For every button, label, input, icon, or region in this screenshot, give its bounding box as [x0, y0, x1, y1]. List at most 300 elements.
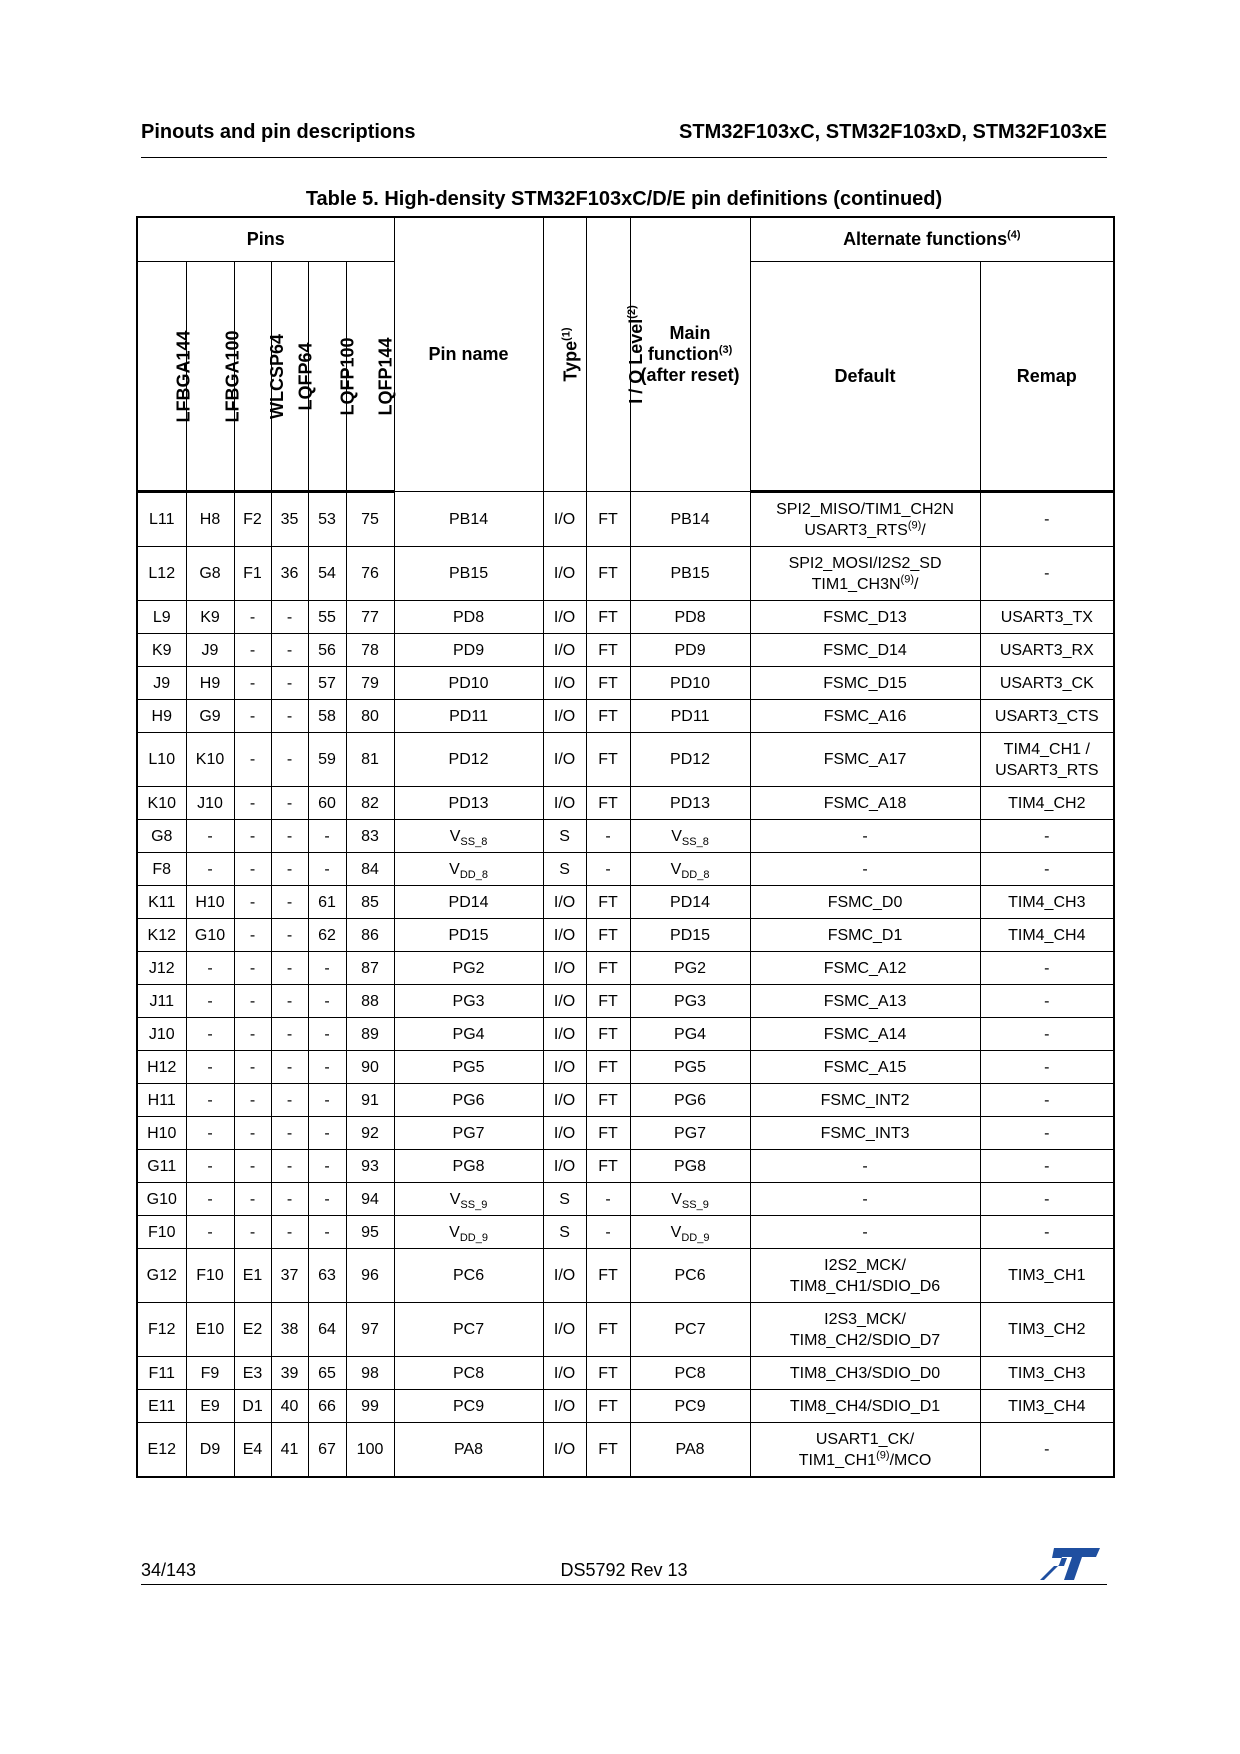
remap-function-cell: TIM4_CH4 [980, 919, 1114, 952]
package-pin-cell: 93 [346, 1150, 394, 1183]
package-pin-cell: - [186, 952, 234, 985]
package-pin-cell: 91 [346, 1084, 394, 1117]
io-level-cell: FT [586, 1303, 630, 1357]
page-header [141, 121, 1107, 158]
package-pin-cell: - [186, 1084, 234, 1117]
io-level-cell: FT [586, 1051, 630, 1084]
package-pin-cell: - [186, 1183, 234, 1216]
table-row [137, 733, 1114, 787]
package-pin-cell: J11 [137, 985, 186, 1018]
package-pin-cell: - [186, 853, 234, 886]
wlcsp64-header: WLCSP64 [234, 262, 271, 492]
package-pin-cell: 56 [308, 634, 346, 667]
table-body [137, 492, 1114, 1478]
remap-function-cell: - [980, 985, 1114, 1018]
section-title: Pinouts and pin descriptions [141, 121, 416, 143]
remap-function-cell: - [980, 1018, 1114, 1051]
pin-name-cell: PG4 [394, 1018, 543, 1051]
pin-name-cell: PD10 [394, 667, 543, 700]
remap-function-cell: - [980, 1216, 1114, 1249]
lqfp64-header: LQFP64 [271, 262, 308, 492]
package-pin-cell: G10 [186, 919, 234, 952]
package-pin-cell: 86 [346, 919, 394, 952]
package-pin-cell: - [308, 1084, 346, 1117]
package-pin-cell: F12 [137, 1303, 186, 1357]
package-pin-cell: - [308, 853, 346, 886]
table-row [137, 1084, 1114, 1117]
package-pin-cell: G10 [137, 1183, 186, 1216]
table-row [137, 1117, 1114, 1150]
package-pin-cell: 58 [308, 700, 346, 733]
package-pin-cell: L10 [137, 733, 186, 787]
remap-function-cell: - [980, 547, 1114, 601]
package-pin-cell: 97 [346, 1303, 394, 1357]
package-pin-cell: - [271, 1183, 308, 1216]
package-pin-cell: - [234, 1051, 271, 1084]
pin-name-cell: PG2 [394, 952, 543, 985]
package-pin-cell: E11 [137, 1390, 186, 1423]
type-cell: I/O [543, 886, 586, 919]
type-cell: I/O [543, 700, 586, 733]
package-pin-cell: 36 [271, 547, 308, 601]
package-pin-cell: E4 [234, 1423, 271, 1478]
io-level-cell: FT [586, 547, 630, 601]
package-pin-cell: 67 [308, 1423, 346, 1478]
io-level-header: I / O Level$^{(2)}$ [586, 217, 630, 492]
type-cell: I/O [543, 787, 586, 820]
table-row [137, 787, 1114, 820]
pin-name-cell: PD8 [394, 601, 543, 634]
lqfp100-header: LQFP100 [308, 262, 346, 492]
type-cell: I/O [543, 1051, 586, 1084]
main-function-cell: PG7 [630, 1117, 750, 1150]
io-level-cell: - [586, 1183, 630, 1216]
table-row [137, 492, 1114, 547]
table-row [137, 820, 1114, 853]
package-pin-cell: J10 [137, 1018, 186, 1051]
package-pin-cell: F10 [186, 1249, 234, 1303]
remap-function-cell: - [980, 1051, 1114, 1084]
default-function-cell: - [750, 1150, 980, 1183]
package-pin-cell: 88 [346, 985, 394, 1018]
pin-name-cell: PG5 [394, 1051, 543, 1084]
table-row [137, 1150, 1114, 1183]
package-pin-cell: - [271, 1018, 308, 1051]
package-pin-cell: D9 [186, 1423, 234, 1478]
package-pin-cell: K9 [186, 601, 234, 634]
pin-name-cell: PG3 [394, 985, 543, 1018]
package-pin-cell: 85 [346, 886, 394, 919]
package-pin-cell: G8 [186, 547, 234, 601]
package-pin-cell: - [308, 952, 346, 985]
package-pin-cell: 76 [346, 547, 394, 601]
package-pin-cell: 54 [308, 547, 346, 601]
io-level-cell: FT [586, 1390, 630, 1423]
package-pin-cell: - [271, 1216, 308, 1249]
package-pin-cell: F8 [137, 853, 186, 886]
main-function-cell: PG4 [630, 1018, 750, 1051]
package-pin-cell: - [271, 787, 308, 820]
package-pin-cell: E9 [186, 1390, 234, 1423]
package-pin-cell: - [271, 1150, 308, 1183]
table-row [137, 952, 1114, 985]
main-function-cell: PC9 [630, 1390, 750, 1423]
package-pin-cell: G12 [137, 1249, 186, 1303]
package-pin-cell: 65 [308, 1357, 346, 1390]
page-footer [141, 1560, 1107, 1585]
io-level-cell: FT [586, 667, 630, 700]
table-row [137, 853, 1114, 886]
table-row [137, 667, 1114, 700]
pin-name-cell: PG8 [394, 1150, 543, 1183]
package-pin-cell: 99 [346, 1390, 394, 1423]
package-pin-cell: K9 [137, 634, 186, 667]
remap-function-cell: - [980, 1150, 1114, 1183]
page-number: 34/143 [141, 1560, 197, 1580]
io-level-cell: FT [586, 1150, 630, 1183]
pin-name-cell: PC6 [394, 1249, 543, 1303]
package-pin-cell: 81 [346, 733, 394, 787]
package-pin-cell: F11 [137, 1357, 186, 1390]
type-cell: I/O [543, 733, 586, 787]
package-pin-cell: 38 [271, 1303, 308, 1357]
package-pin-cell: 40 [271, 1390, 308, 1423]
io-level-cell: FT [586, 733, 630, 787]
pin-name-cell: PA8 [394, 1423, 543, 1478]
package-pin-cell: 60 [308, 787, 346, 820]
type-cell: I/O [543, 1357, 586, 1390]
pin-name-cell: $V_{DD\_8}$ [394, 853, 543, 886]
st-logo-icon [1040, 1546, 1102, 1582]
table-row [137, 700, 1114, 733]
main-function-header: Main function$^{(3)}$ (after reset) [630, 217, 750, 492]
package-pin-cell: - [271, 601, 308, 634]
package-pin-cell: 41 [271, 1423, 308, 1478]
package-pin-cell: - [271, 1084, 308, 1117]
package-pin-cell: J9 [186, 634, 234, 667]
table-row [137, 1051, 1114, 1084]
package-pin-cell: G9 [186, 700, 234, 733]
type-cell: I/O [543, 492, 586, 547]
table-caption: Table 5. High-density STM32F103xC/D/E pin definitions (continued) [305, 188, 943, 210]
package-pin-cell: - [234, 667, 271, 700]
remap-function-cell: TIM3_CH2 [980, 1303, 1114, 1357]
package-pin-cell: H12 [137, 1051, 186, 1084]
default-function-cell: SPI2_MISO/TIM1_CH2N USART3_RTS$^{(9)}$/ [750, 492, 980, 547]
package-pin-cell: - [271, 952, 308, 985]
io-level-cell: FT [586, 1018, 630, 1051]
table-row [137, 1357, 1114, 1390]
package-pin-cell: H11 [137, 1084, 186, 1117]
package-pin-cell: H8 [186, 492, 234, 547]
main-function-cell: $V_{DD\_9}$ [630, 1216, 750, 1249]
package-pin-cell: - [234, 1084, 271, 1117]
main-function-cell: PA8 [630, 1423, 750, 1478]
default-function-cell: I2S3_MCK/ TIM8_CH2/SDIO_D7 [750, 1303, 980, 1357]
package-pin-cell: L9 [137, 601, 186, 634]
package-pin-cell: - [186, 820, 234, 853]
package-pin-cell: - [271, 634, 308, 667]
default-function-cell: FSMC_D0 [750, 886, 980, 919]
package-pin-cell: - [234, 700, 271, 733]
default-function-cell: FSMC_A15 [750, 1051, 980, 1084]
pin-name-cell: PD9 [394, 634, 543, 667]
main-function-cell: PD11 [630, 700, 750, 733]
default-function-cell: SPI2_MOSI/I2S2_SD $TIM1\_CH3N^{(9)}/$ [750, 547, 980, 601]
package-pin-cell: - [271, 667, 308, 700]
package-pin-cell: - [234, 601, 271, 634]
package-pin-cell: 84 [346, 853, 394, 886]
package-pin-cell: 53 [308, 492, 346, 547]
io-level-cell: FT [586, 601, 630, 634]
alternate-functions-header: Alternate functions$^{(4)}$ [750, 217, 1114, 262]
package-pin-cell: - [308, 1018, 346, 1051]
package-pin-cell: F9 [186, 1357, 234, 1390]
io-level-cell: FT [586, 1249, 630, 1303]
package-pin-cell: 98 [346, 1357, 394, 1390]
default-function-cell: TIM8_CH4/SDIO_D1 [750, 1390, 980, 1423]
table-row [137, 601, 1114, 634]
package-pin-cell: - [271, 733, 308, 787]
package-pin-cell: 37 [271, 1249, 308, 1303]
remap-function-cell: TIM4_CH2 [980, 787, 1114, 820]
io-level-cell: - [586, 853, 630, 886]
default-function-cell: TIM8_CH3/SDIO_D0 [750, 1357, 980, 1390]
package-pin-cell: E1 [234, 1249, 271, 1303]
pin-name-cell: PD15 [394, 919, 543, 952]
package-pin-cell: - [308, 1183, 346, 1216]
pin-name-cell: PD12 [394, 733, 543, 787]
remap-function-cell: USART3_CK [980, 667, 1114, 700]
table-row [137, 1390, 1114, 1423]
package-pin-cell: H9 [186, 667, 234, 700]
package-pin-cell: - [271, 919, 308, 952]
package-pin-cell: - [186, 985, 234, 1018]
main-function-cell: PC7 [630, 1303, 750, 1357]
type-cell: I/O [543, 634, 586, 667]
remap-function-cell: - [980, 1183, 1114, 1216]
io-level-cell: FT [586, 1357, 630, 1390]
type-header: Type$^{(1)}$ [543, 217, 586, 492]
package-pin-cell: K12 [137, 919, 186, 952]
type-cell: I/O [543, 1390, 586, 1423]
package-pin-cell: 77 [346, 601, 394, 634]
remap-function-cell: - [980, 820, 1114, 853]
pins-group-header: Pins [137, 217, 394, 262]
package-pin-cell: - [186, 1018, 234, 1051]
remap-function-cell: TIM3_CH3 [980, 1357, 1114, 1390]
main-function-cell: PC8 [630, 1357, 750, 1390]
io-level-cell: FT [586, 1117, 630, 1150]
table-row [137, 886, 1114, 919]
pin-name-cell: PC7 [394, 1303, 543, 1357]
package-pin-cell: - [234, 634, 271, 667]
type-cell: I/O [543, 1018, 586, 1051]
package-pin-cell: F2 [234, 492, 271, 547]
package-pin-cell: - [234, 952, 271, 985]
package-pin-cell: 83 [346, 820, 394, 853]
type-cell: I/O [543, 919, 586, 952]
default-function-cell: FSMC_A14 [750, 1018, 980, 1051]
package-pin-cell: 62 [308, 919, 346, 952]
main-function-cell: PG8 [630, 1150, 750, 1183]
type-cell: I/O [543, 952, 586, 985]
document-revision: DS5792 Rev 13 [560, 1560, 688, 1580]
pin-name-cell: PD13 [394, 787, 543, 820]
default-function-cell: FSMC_D15 [750, 667, 980, 700]
default-function-cell: - [750, 820, 980, 853]
package-pin-cell: - [186, 1117, 234, 1150]
lfbga144-header: LFBGA144 [137, 262, 186, 492]
package-pin-cell: 39 [271, 1357, 308, 1390]
package-pin-cell: - [234, 919, 271, 952]
io-level-cell: FT [586, 886, 630, 919]
package-pin-cell: 59 [308, 733, 346, 787]
main-function-cell: PB14 [630, 492, 750, 547]
default-function-cell: FSMC_A13 [750, 985, 980, 1018]
pin-name-cell: PD11 [394, 700, 543, 733]
type-cell: I/O [543, 1303, 586, 1357]
lqfp144-header: LQFP144 [346, 262, 394, 492]
package-pin-cell: L12 [137, 547, 186, 601]
io-level-cell: FT [586, 492, 630, 547]
package-pin-cell: - [186, 1150, 234, 1183]
remap-function-cell: TIM3_CH1 [980, 1249, 1114, 1303]
main-function-cell: PD14 [630, 886, 750, 919]
package-pin-cell: - [234, 1117, 271, 1150]
default-function-cell: FSMC_A17 [750, 733, 980, 787]
pin-name-cell: PG7 [394, 1117, 543, 1150]
pin-name-cell: PB15 [394, 547, 543, 601]
main-function-cell: PD8 [630, 601, 750, 634]
package-pin-cell: 55 [308, 601, 346, 634]
package-pin-cell: E10 [186, 1303, 234, 1357]
default-function-cell: FSMC_D14 [750, 634, 980, 667]
main-function-cell: PB15 [630, 547, 750, 601]
remap-function-cell: - [980, 853, 1114, 886]
io-level-cell: FT [586, 634, 630, 667]
main-function-cell: PD12 [630, 733, 750, 787]
type-cell: I/O [543, 1150, 586, 1183]
package-pin-cell: 63 [308, 1249, 346, 1303]
type-cell: I/O [543, 1117, 586, 1150]
default-function-cell: FSMC_A12 [750, 952, 980, 985]
type-cell: I/O [543, 547, 586, 601]
remap-function-cell: - [980, 1423, 1114, 1478]
package-pin-cell: - [234, 886, 271, 919]
pin-name-cell: $V_{SS\_9}$ [394, 1183, 543, 1216]
main-function-cell: $V_{SS\_9}$ [630, 1183, 750, 1216]
pin-name-cell: PC9 [394, 1390, 543, 1423]
pin-name-cell: PC8 [394, 1357, 543, 1390]
pin-name-cell: PB14 [394, 492, 543, 547]
package-pin-cell: - [234, 1183, 271, 1216]
package-pin-cell: 35 [271, 492, 308, 547]
package-pin-cell: 96 [346, 1249, 394, 1303]
package-pin-cell: 57 [308, 667, 346, 700]
type-cell: I/O [543, 1084, 586, 1117]
package-pin-cell: H9 [137, 700, 186, 733]
package-pin-cell: - [271, 886, 308, 919]
type-cell: I/O [543, 601, 586, 634]
main-function-cell: PG3 [630, 985, 750, 1018]
package-pin-cell: H10 [186, 886, 234, 919]
package-pin-cell: 100 [346, 1423, 394, 1478]
type-cell: I/O [543, 985, 586, 1018]
package-pin-cell: 75 [346, 492, 394, 547]
table-row [137, 634, 1114, 667]
pin-name-cell: PD14 [394, 886, 543, 919]
package-pin-cell: 92 [346, 1117, 394, 1150]
remap-function-cell: TIM4_CH1 / USART3_RTS [980, 733, 1114, 787]
package-pin-cell: - [308, 985, 346, 1018]
package-pin-cell: - [308, 1117, 346, 1150]
remap-function-cell: USART3_CTS [980, 700, 1114, 733]
main-function-cell: PG2 [630, 952, 750, 985]
package-pin-cell: - [271, 853, 308, 886]
package-pin-cell: J10 [186, 787, 234, 820]
table-row [137, 1423, 1114, 1478]
package-pin-cell: J12 [137, 952, 186, 985]
package-pin-cell: 82 [346, 787, 394, 820]
package-pin-cell: - [234, 787, 271, 820]
package-pin-cell: 80 [346, 700, 394, 733]
default-function-cell: - [750, 1183, 980, 1216]
type-cell: S [543, 1216, 586, 1249]
remap-function-cell: USART3_TX [980, 601, 1114, 634]
io-level-cell: FT [586, 787, 630, 820]
package-pin-cell: 90 [346, 1051, 394, 1084]
pin-definitions-table [136, 216, 1115, 1478]
main-function-cell: PD15 [630, 919, 750, 952]
pin-name-header: Pin name [394, 217, 543, 492]
io-level-cell: FT [586, 1084, 630, 1117]
io-level-cell: - [586, 1216, 630, 1249]
package-pin-cell: - [234, 1018, 271, 1051]
package-pin-cell: E12 [137, 1423, 186, 1478]
default-function-cell: FSMC_A18 [750, 787, 980, 820]
package-pin-cell: - [308, 1216, 346, 1249]
remap-function-cell: TIM4_CH3 [980, 886, 1114, 919]
main-function-cell: PD13 [630, 787, 750, 820]
package-pin-cell: - [271, 985, 308, 1018]
package-pin-cell: - [234, 853, 271, 886]
table-row [137, 1183, 1114, 1216]
default-function-cell: FSMC_D1 [750, 919, 980, 952]
package-pin-cell: F1 [234, 547, 271, 601]
io-level-cell: - [586, 820, 630, 853]
type-cell: I/O [543, 1423, 586, 1478]
default-function-cell: USART1_CK/ TIM1_CH1$^{(9)}$/MCO [750, 1423, 980, 1478]
default-function-cell: I2S2_MCK/ TIM8_CH1/SDIO_D6 [750, 1249, 980, 1303]
remap-function-cell: - [980, 952, 1114, 985]
package-pin-cell: L11 [137, 492, 186, 547]
package-pin-cell: - [308, 820, 346, 853]
package-pin-cell: - [234, 985, 271, 1018]
default-function-cell: FSMC_A16 [750, 700, 980, 733]
package-pin-cell: D1 [234, 1390, 271, 1423]
package-pin-cell: - [234, 733, 271, 787]
package-pin-cell: E3 [234, 1357, 271, 1390]
package-pin-cell: H10 [137, 1117, 186, 1150]
main-function-cell: PG6 [630, 1084, 750, 1117]
package-pin-cell: E2 [234, 1303, 271, 1357]
package-pin-cell: 61 [308, 886, 346, 919]
package-pin-cell: - [271, 1117, 308, 1150]
table-row [137, 985, 1114, 1018]
type-cell: S [543, 853, 586, 886]
package-pin-cell: J9 [137, 667, 186, 700]
